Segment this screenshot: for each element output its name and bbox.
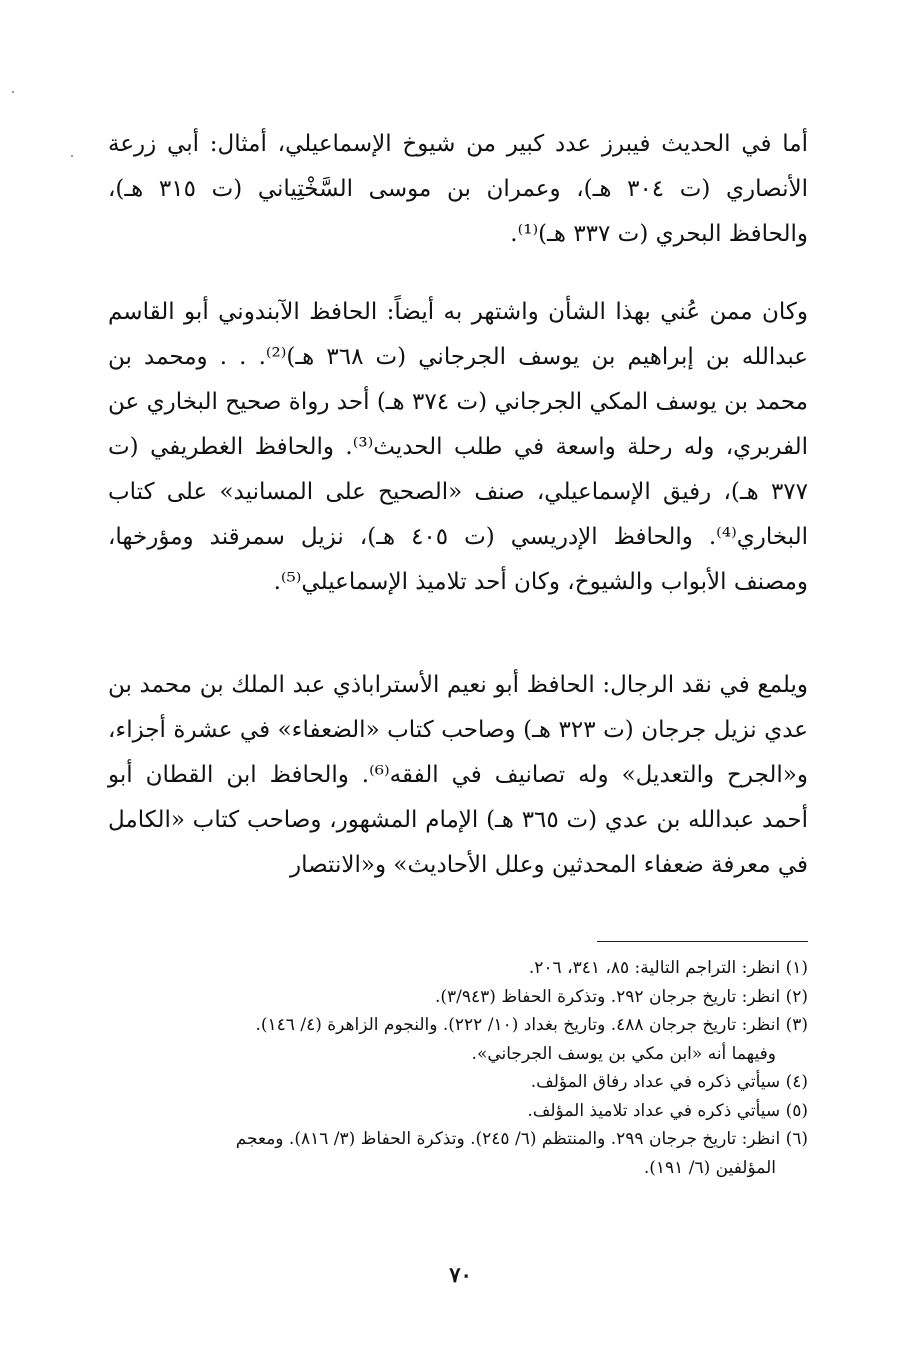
paragraph-scholars: وكان ممن عُني بهذا الشأن واشتهر به أيضاً: الحافظ الآبندوني أبو القاسم عبدالله بن إبراهيم بن يوسف الجرجاني (ت ٣٦٨ هـ)⁽²⁾. . . ومحمد بن محمد بن يوسف المكي الجرجاني (ت ٣٧٤ هـ) أحد رواة صحيح البخاري عن الفربري، وله رحلة واسعة في طلب الحديث⁽³⁾. والحافظ الغطريفي (ت ٣٧٧ هـ)، رفيق الإسماعيلي، صنف «الصحيح على المسانيد» على كتاب البخاري⁽⁴⁾. والحافظ الإدريسي (ت ٤٠٥ هـ)، نزيل سمرقند ومؤرخها، ومصنف الأبواب والشيوخ، وكان أحد تلاميذ الإسماعيلي⁽⁵⁾. <box>108 299 809 595</box>
footnote-6-continuation: المؤلفين (٦/ ١٩١). <box>643 1157 776 1178</box>
page-number: ٧٠ <box>449 1262 472 1287</box>
scan-speck <box>71 155 73 157</box>
footnote-separator <box>597 941 808 942</box>
footnote-3: (٣) انظر: تاريخ جرجان ٤٨٨. وتاريخ بغداد (١٠/ ٢٢٢). والنجوم الزاهرة (٤/ ١٤٦). <box>255 1015 808 1035</box>
footnote-6: (٦) انظر: تاريخ جرجان ٢٩٩. والمنتظم (٦/ ٢٤٥). وتذكرة الحفاظ (٣/ ٨١٦). ومعجم <box>235 1129 808 1149</box>
footnote-5: (٥) سيأتي ذكره في عداد تلاميذ المؤلف. <box>527 1100 808 1121</box>
scan-speck <box>12 91 14 93</box>
footnote-2: (٢) انظر: تاريخ جرجان ٢٩٢. وتذكرة الحفاظ (٣/٩٤٣). <box>434 986 808 1007</box>
footnote-3-continuation: وفيهما أنه «ابن مكي بن يوسف الجرجاني». <box>471 1043 776 1064</box>
footnote-1: (١) انظر: التراجم التالية: ٨٥، ٣٤١، ٢٠٦. <box>528 958 808 978</box>
footnote-4: (٤) سيأتي ذكره في عداد رفاق المؤلف. <box>530 1072 808 1092</box>
paragraph-narrator-criticism: ويلمع في نقد الرجال: الحافظ أبو نعيم الأستراباذي عبد الملك بن محمد بن عدي نزيل جرجان (ت ٣٢٣ هـ) وصاحب كتاب «الضعفاء» في عشرة أجزاء، و«الجرح والتعديل» وله تصانيف في الفقه⁽⁶⁾. والحافظ ابن القطان أبو أحمد عبدالله بن عدي (ت ٣٦٥ هـ) الإمام المشهور، وصاحب كتاب «الكامل في معرفة ضعفاء المحدثين وعلل الأحاديث» و«الانتصار <box>108 672 808 878</box>
paragraph-hadith-teachers: أما في الحديث فيبرز عدد كبير من شيوخ الإسماعيلي، أمثال: أبي زرعة الأنصاري (ت ٣٠٤ هـ)، وعمران بن موسى السَّخْتِياني (ت ٣١٥ هـ)، والحافظ البحري (ت ٣٣٧ هـ)⁽¹⁾. <box>108 131 808 247</box>
footnotes-list <box>108 954 808 1182</box>
